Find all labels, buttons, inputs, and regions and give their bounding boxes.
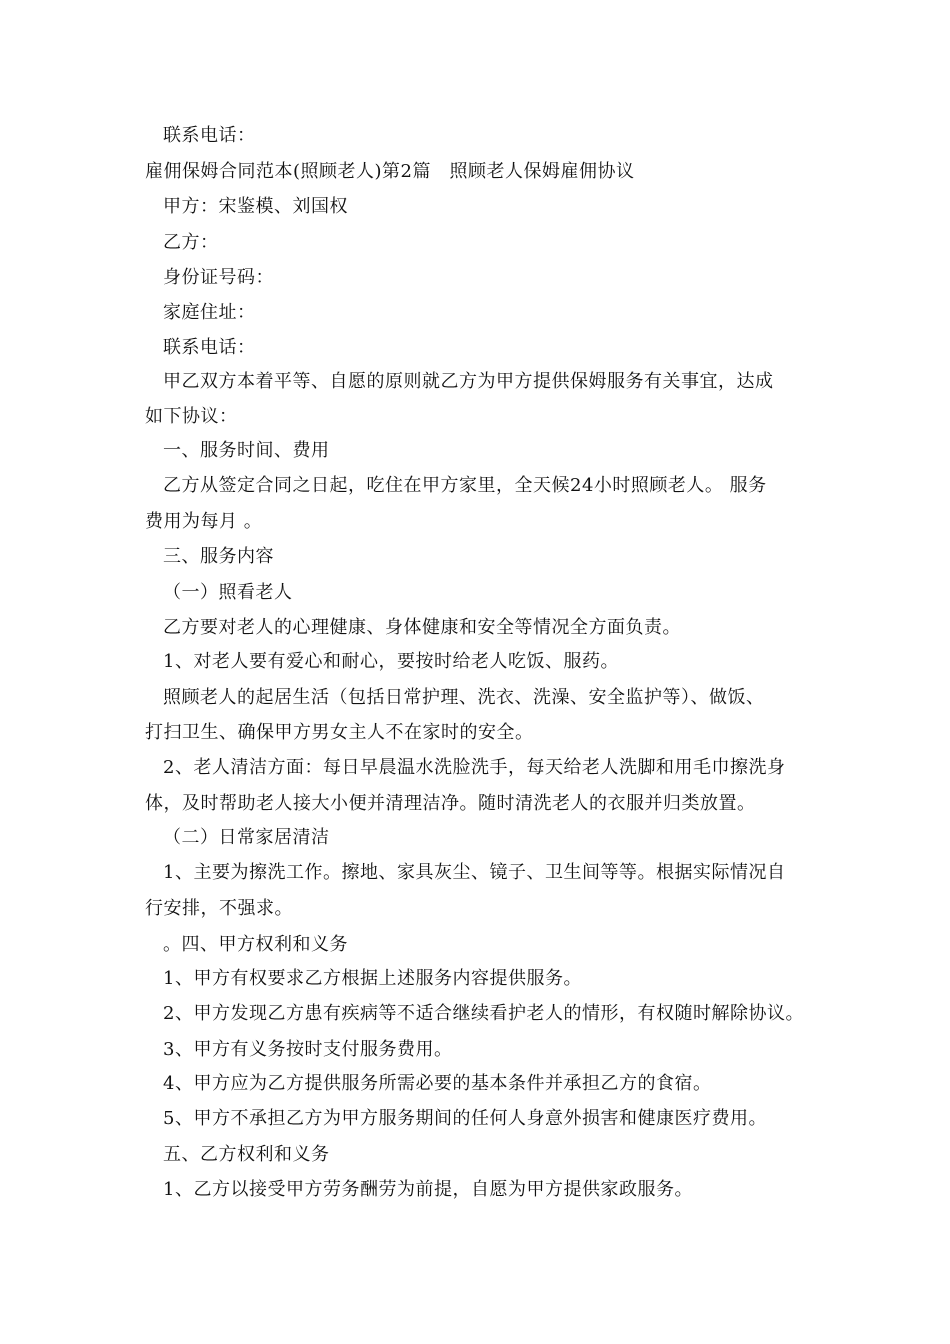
section-heading-service-time-fee: 一、服务时间、费用 [163,440,330,461]
paragraph-daily-living-line-2: 打扫卫生、确保甲方男女主人不在家时的安全。 [145,722,534,743]
subsection-heading-home-cleaning: （二）日常家居清洁 [163,827,330,848]
text-line-id-number: 身份证号码： [163,267,274,288]
paragraph-intro-line-1: 甲乙双方本着平等、自愿的原则就乙方为甲方提供保姆服务有关事宜，达成 [163,371,774,392]
list-item-cleaning-1-line-2: 行安排，不强求。 [145,898,293,919]
text-line-party-a: 甲方：宋鉴模、刘国权 [163,196,348,217]
text-line-home-address: 家庭住址： [163,302,256,323]
text-line-contact-phone-2: 联系电话： [163,337,256,358]
paragraph-service-time-line-1: 乙方从签定合同之日起，吃住在甲方家里，全天候24小时照顾老人。 服务 [163,475,767,496]
paragraph-daily-living-line-1: 照顾老人的起居生活（包括日常护理、洗衣、洗澡、安全监护等）、做饭、 [163,687,765,708]
text-line-contact-phone-1: 联系电话： [163,125,256,146]
document-title-line: 雇佣保姆合同范本(照顾老人)第2篇 照顾老人保姆雇佣协议 [145,161,635,182]
list-item-party-a-2: 2、甲方发现乙方患有疾病等不适合继续看护老人的情形，有权随时解除协议。 [163,1003,804,1024]
list-item-elder-care-2-line-1: 2、老人清洁方面：每日早晨温水洗脸洗手，每天给老人洗脚和用毛巾擦洗身 [163,757,786,778]
list-item-party-a-5: 5、甲方不承担乙方为甲方服务期间的任何人身意外损害和健康医疗费用。 [163,1108,767,1129]
paragraph-service-time-line-2: 费用为每月 。 [145,511,263,532]
list-item-party-a-1: 1、甲方有权要求乙方根据上述服务内容提供服务。 [163,968,582,989]
paragraph-elder-care: 乙方要对老人的心理健康、身体健康和安全等情况全方面负责。 [163,617,681,638]
list-item-cleaning-1-line-1: 1、主要为擦洗工作。擦地、家具灰尘、镜子、卫生间等等。根据实际情况自 [163,862,786,883]
list-item-party-a-4: 4、甲方应为乙方提供服务所需必要的基本条件并承担乙方的食宿。 [163,1073,712,1094]
list-item-party-a-3: 3、甲方有义务按时支付服务费用。 [163,1039,453,1060]
section-heading-service-content: 三、服务内容 [163,546,274,567]
subsection-heading-elder-care: （一）照看老人 [163,582,293,603]
list-item-elder-care-2-line-2: 体，及时帮助老人接大小便并清理洁净。随时清洗老人的衣服并归类放置。 [145,793,756,814]
list-item-party-b-1: 1、乙方以接受甲方劳务酬劳为前提，自愿为甲方提供家政服务。 [163,1179,693,1200]
section-heading-party-b-rights: 五、乙方权利和义务 [163,1144,330,1165]
text-line-party-b: 乙方： [163,232,219,253]
paragraph-intro-line-2: 如下协议： [145,406,238,427]
list-item-elder-care-1: 1、对老人要有爱心和耐心，要按时给老人吃饭、服药。 [163,651,619,672]
section-heading-party-a-rights: 。四、甲方权利和义务 [163,934,348,955]
